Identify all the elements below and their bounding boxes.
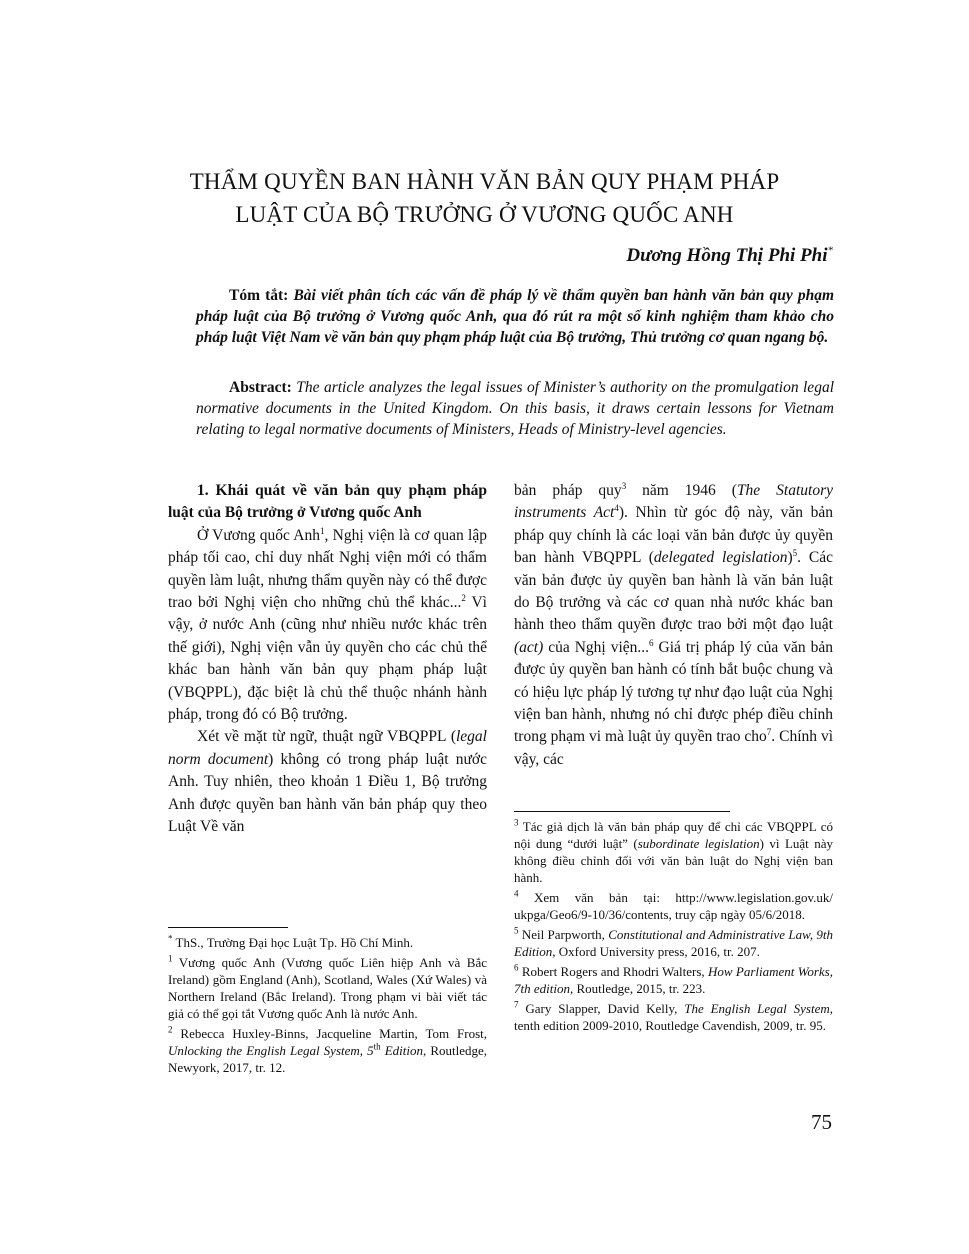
right-footnotes [514,818,833,1037]
right-column [514,480,833,771]
footnote-6: $^6$ Robert Rogers and Rhodri Walters, How Parliament Works, 7th edition, Routledge, 2015, tr. 223. [514,962,833,996]
right-paragraph: bản pháp quy$^3$ năm 1946 (The Statutory instruments Act$^4$). Nhìn từ góc độ này, văn bản pháp quy chính là các loại văn bản được ủy quyền ban hành VBQPPL (delegated legislation)$^5$. Các văn bản được ủy quyền ban hành là văn bản luật do Bộ trưởng và các cơ quan nhà nước khác ban hành theo thẩm quyền được trao bởi một đạo luật (act) của Nghị viện...$^6$ Giá trị pháp lý của văn bản được ủy quyền ban hành có tính bắt buộc chung và có hiệu lực pháp lý tương tự như đạo luật của Nghị viện ban hành, nhưng nó chỉ được phép điều chỉnh trong phạm vi mà luật ủy quyền trao cho$^7$. Chính vì vậy, các [514,480,834,768]
author-name [626,245,833,267]
right-footnote-separator [514,811,730,812]
title-line-1: THẨM QUYỀN BAN HÀNH VĂN BẢN QUY PHẠM PHÁP [189,169,780,194]
left-paragraph-2: Xét về mặt từ ngữ, thuật ngữ VBQPPL (legal norm document) không có trong pháp luật nước Anh. Tuy nhiên, theo khoản 1 Điều 1, Bộ trưởng Anh được quyền ban hành văn bản pháp quy theo Luật Về văn [168,728,487,836]
page-number: 75 [811,1110,832,1134]
footnote-1: $^1$ Vương quốc Anh (Vương quốc Liên hiệp Anh và Bắc Ireland) gồm England (Anh), Scotland, Wales (Xứ Wales) và Northern Ireland (Bắc Ireland). Trong phạm vi bài viết tác giả có thể gọi tắt Vương quốc Anh là nước Anh. [168,953,487,1021]
summary-label: Tóm tắt: [229,287,289,304]
section-heading: 1. Khái quát về văn bản quy phạm pháp luật của Bộ trưởng ở Vương quốc Anh [168,482,487,522]
footnote-4: $^4$ Xem văn bản tại: http://www.legislation.gov.uk/ ukpga/Geo6/9-10/36/contents, truy cập ngày 05/6/2018. [514,888,833,922]
author-name-text: Dương Hồng Thị Phi Phi [626,245,828,266]
author-footnote-mark: * [827,244,833,257]
summary-text: Bài viết phân tích các vấn đề pháp lý về thẩm quyền ban hành văn bản quy phạm pháp luật của Bộ trưởng ở Vương quốc Anh, qua đó rút ra một số kinh nghiệm tham khảo cho pháp luật Việt Nam về văn bản quy phạm pháp luật của Bộ trưởng, Thủ trưởng cơ quan ngang bộ. [196,287,834,346]
left-footnote-separator [168,927,288,928]
footnote-star: * ThS., Trường Đại học Luật Tp. Hồ Chí Minh. [168,933,414,950]
article-title [150,165,819,231]
left-column [168,480,487,839]
abstract-text: The article analyzes the legal issues of Minister’s authority on the promulgation legal normative documents in the United Kingdom. On this basis, it draws certain lessons for Vietnam relating to legal normative documents of Ministers, Heads of Ministry-level agencies. [196,379,834,438]
english-abstract [196,377,834,440]
left-paragraph-1: Ở Vương quốc Anh$^1$, Nghị viện là cơ quan lập pháp tối cao, chỉ duy nhất Nghị viện mới có thẩm quyền làm luật, nhưng thẩm quyền này có thể được trao bởi Nghị viện cho những chủ thể khác...$^2$ Vì vậy, ở nước Anh (cũng như nhiều nước khác trên thế giới), Nghị viện vẫn ủy quyền cho các chủ thể khác ban hành văn bản quy phạm pháp luật (VBQPPL), đặc biệt là chủ thể thuộc nhánh hành pháp, trong đó có Bộ trưởng. [168,525,487,724]
left-footnotes [168,934,487,1079]
vietnamese-summary [196,285,834,348]
title-line-2: LUẬT CỦA BỘ TRƯỞNG Ở VƯƠNG QUỐC ANH [235,202,734,227]
footnote-7: $^7$ Gary Slapper, David Kelly, The English Legal System, tenth edition 2009-2010, Routledge Cavendish, 2009, tr. 95. [514,999,833,1033]
footnote-2: $^2$ Rebecca Huxley-Binns, Jacqueline Martin, Tom Frost, Unlocking the English Legal System, 5th Edition, Routledge, Newyork, 2017, tr. 12. [168,1024,487,1075]
footnote-5: $^5$ Neil Parpworth, Constitutional and Administrative Law, 9th Edition, Oxford University press, 2016, tr. 207. [514,925,833,959]
footnote-3: $^3$ Tác giả dịch là văn bản pháp quy để chỉ các VBQPPL có nội dung “dưới luật” (subordinate legislation) vì Luật này không điều chỉnh đối với văn bản luật do Nghị viện ban hành. [514,817,833,885]
abstract-label: Abstract: [229,379,292,396]
